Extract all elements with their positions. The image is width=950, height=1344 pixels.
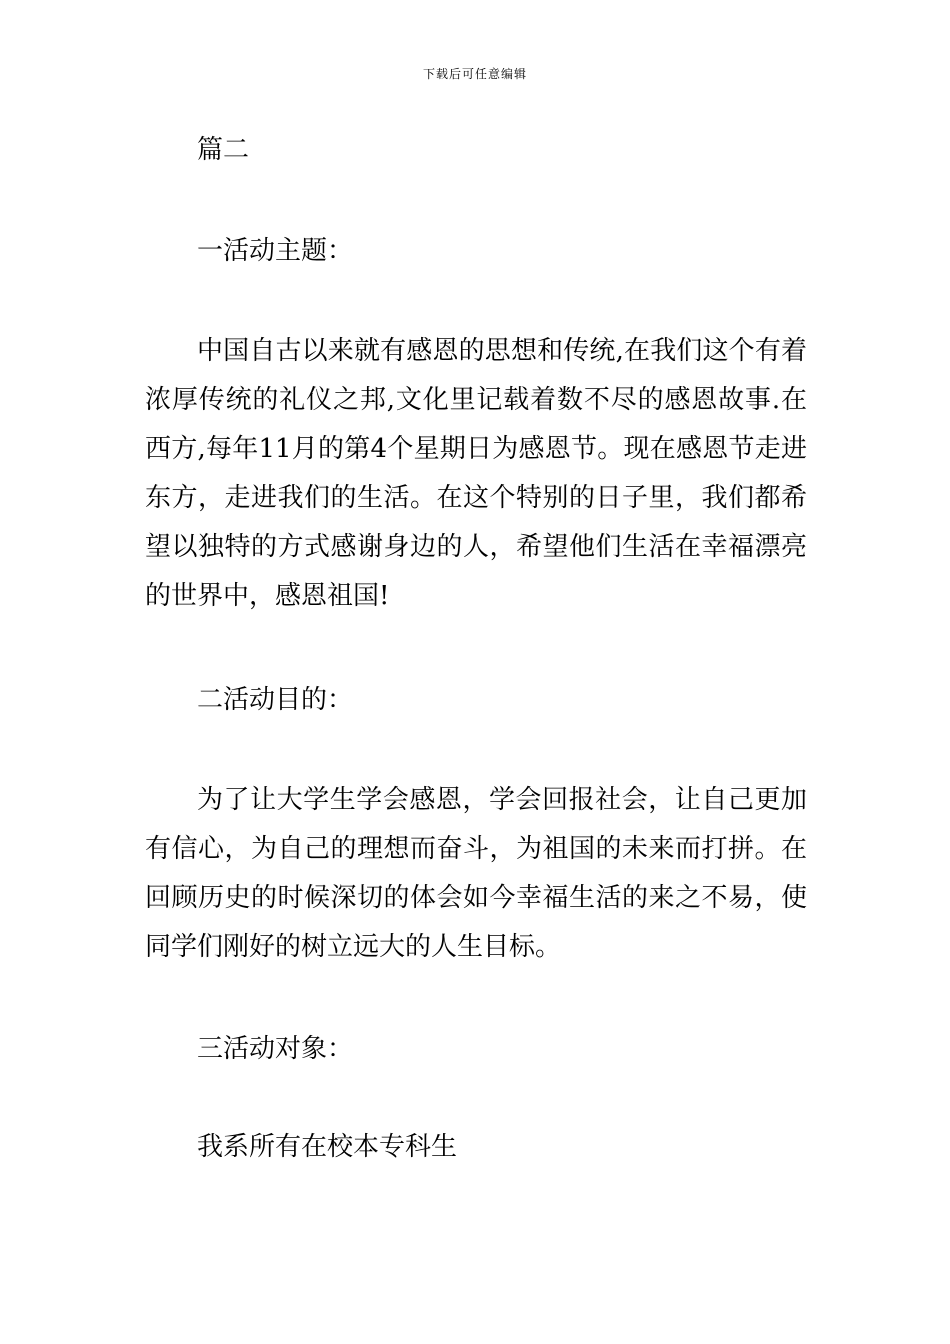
paragraph-activity-target: 我系所有在校本专科生 bbox=[197, 1132, 458, 1162]
paragraph-activity-theme: 中国自古以来就有感恩的思想和传统,在我们这个有着浓厚传统的礼仪之邦,文化里记载着数不尽的感恩故事.在西方,每年11月的第4个星期日为感恩节。现在感恩节走进东方，走进我们的生活。在这个特别的日子里，我们都希望以独特的方式感谢身边的人，希望他们生活在幸福漂亮的世界中，感恩祖国! bbox=[145, 336, 807, 611]
heading-activity-target: 三活动对象： bbox=[197, 1034, 354, 1064]
heading-activity-theme: 一活动主题： bbox=[197, 236, 354, 266]
paragraph-activity-purpose: 为了让大学生学会感恩，学会回报社会，让自己更加有信心，为自己的理想而奋斗，为祖国的未来而打拼。在回顾历史的时候深切的体会如今幸福生活的来之不易，使同学们刚好的树立远大的人生目标。 bbox=[145, 785, 807, 962]
header-note: 下载后可任意编辑 bbox=[422, 67, 527, 81]
heading-activity-purpose: 二活动目的： bbox=[197, 685, 354, 715]
section-title: 篇二 bbox=[197, 135, 250, 165]
